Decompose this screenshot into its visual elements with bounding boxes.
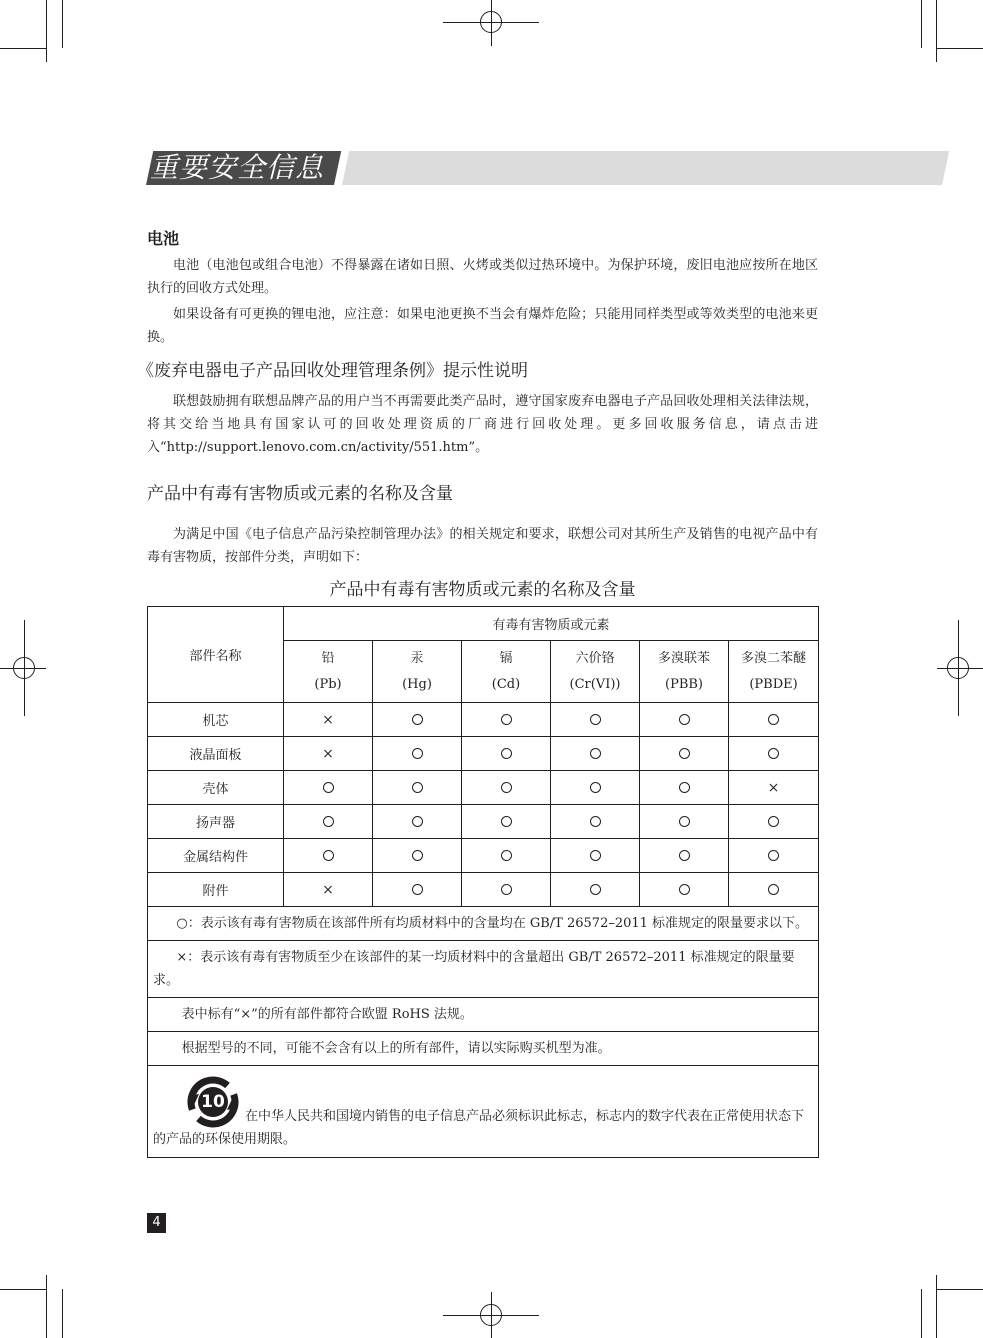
- circle-mark-icon: [412, 714, 423, 725]
- circle-mark-icon: [412, 884, 423, 895]
- circle-mark-icon: [501, 816, 512, 827]
- circle-mark-icon: [412, 782, 423, 793]
- compliant-circle-cell: [729, 737, 819, 771]
- crop-mark: [936, 1289, 983, 1290]
- registration-mark: [480, 11, 502, 33]
- recycle-paragraph: 联想鼓励拥有联想品牌产品的用户当不再需要此类产品时，遵守国家废弃电器电子产品回收处理相关法律法规，将其交给当地具有国家认可的回收处理资质的厂商进行回收处理。更多回收服务信息，请点击进入“http://support.lenovo.com.cn/activity/551.htm”。: [147, 394, 818, 455]
- crop-mark: [46, 1275, 47, 1338]
- circle-mark-icon: [501, 714, 512, 725]
- circle-mark-icon: [323, 816, 334, 827]
- compliant-circle-cell: [640, 703, 729, 737]
- compliant-circle-cell: [551, 771, 640, 805]
- table-row: [148, 771, 819, 805]
- logo-number: 10: [201, 1092, 225, 1112]
- compliant-circle-cell: [551, 703, 640, 737]
- column-symbol: (PBB): [665, 676, 703, 692]
- part-name-cell: 扬声器: [148, 805, 284, 839]
- circle-mark-icon: [768, 850, 779, 861]
- circle-mark-icon: [590, 748, 601, 759]
- compliant-circle-cell: [462, 873, 551, 907]
- battery-paragraph-1: 电池（电池包或组合电池）不得暴露在诸如日照、火烤或类似过热环境中。为保护环境，废旧电池应按所在地区执行的回收方式处理。: [147, 258, 818, 296]
- circle-mark-icon: [590, 816, 601, 827]
- part-name-header: 部件名称: [148, 607, 284, 703]
- environment-period-logo-icon: [185, 1076, 241, 1128]
- compliant-circle-cell: [462, 703, 551, 737]
- registration-mark: [947, 657, 969, 679]
- compliant-circle-cell: [551, 839, 640, 873]
- circle-mark-icon: [590, 884, 601, 895]
- crop-mark: [921, 0, 922, 48]
- circle-mark-icon: [323, 782, 334, 793]
- table-row: [148, 737, 819, 771]
- column-name: 铅: [321, 650, 335, 666]
- table-row: [148, 839, 819, 873]
- circle-mark-icon: [679, 714, 690, 725]
- circle-mark-icon: [679, 816, 690, 827]
- table-body: [148, 703, 819, 907]
- circle-mark-icon: [590, 782, 601, 793]
- compliant-circle-cell: [284, 805, 373, 839]
- column-header-cr6: [551, 641, 640, 703]
- page-number: 4: [147, 1213, 166, 1233]
- compliant-circle-cell: [729, 839, 819, 873]
- crop-mark: [0, 1289, 46, 1290]
- compliant-circle-cell: [284, 839, 373, 873]
- table-title: 产品中有毒有害物质或元素的名称及含量: [329, 580, 636, 600]
- compliant-circle-cell: [373, 839, 462, 873]
- logo-note: 在中华人民共和国境内销售的电子信息产品必须标识此标志，标志内的数字代表在正常使用状态下的产品的环保使用期限。: [153, 1109, 805, 1147]
- exceeds-cross-cell: [729, 771, 819, 805]
- column-name: 多溴二苯醚: [741, 650, 807, 666]
- header-band-light: [342, 151, 949, 185]
- compliant-circle-cell: [462, 771, 551, 805]
- circle-mark-icon: [768, 714, 779, 725]
- compliant-circle-cell: [729, 873, 819, 907]
- hazard-table: [147, 606, 819, 1158]
- circle-mark-icon: [590, 714, 601, 725]
- compliant-circle-cell: [551, 873, 640, 907]
- crop-mark: [62, 0, 63, 48]
- compliant-circle-cell: [462, 805, 551, 839]
- part-name-cell: 附件: [148, 873, 284, 907]
- note-rohs: 表中标有“×”的所有部件都符合欧盟 RoHS 法规。: [148, 998, 819, 1032]
- registration-mark: [13, 657, 35, 679]
- table-row: [148, 703, 819, 737]
- note-model: 根据型号的不同，可能不会含有以上的所有部件，请以实际购买机型为准。: [148, 1032, 819, 1066]
- compliant-circle-cell: [462, 737, 551, 771]
- compliant-circle-cell: [729, 703, 819, 737]
- compliant-circle-cell: [640, 839, 729, 873]
- table-row: [148, 805, 819, 839]
- crop-mark: [936, 48, 983, 49]
- circle-mark-icon: [412, 748, 423, 759]
- note-logo-row: [148, 1066, 819, 1158]
- column-header-pb: [284, 641, 373, 703]
- part-name-cell: 金属结构件: [148, 839, 284, 873]
- compliant-circle-cell: [284, 771, 373, 805]
- part-name-cell: 机芯: [148, 703, 284, 737]
- cross-mark: ×: [322, 881, 334, 898]
- circle-mark-icon: [679, 884, 690, 895]
- compliant-circle-cell: [373, 771, 462, 805]
- column-header-hg: [373, 641, 462, 703]
- hazard-heading: 产品中有毒有害物质或元素的名称及含量: [147, 484, 453, 504]
- compliant-circle-cell: [551, 805, 640, 839]
- column-name: 多溴联苯: [657, 650, 710, 666]
- circle-mark-icon: [768, 816, 779, 827]
- note-circle: ○：表示该有毒有害物质在该部件所有均质材料中的含量均在 GB/T 26572–2011 标准规定的限量要求以下。: [148, 907, 819, 941]
- compliant-circle-cell: [551, 737, 640, 771]
- crop-mark: [936, 1275, 937, 1338]
- crop-mark: [936, 0, 937, 62]
- circle-mark-icon: [501, 782, 512, 793]
- compliant-circle-cell: [373, 737, 462, 771]
- circle-mark-icon: [679, 850, 690, 861]
- hazard-paragraph: 为满足中国《电子信息产品污染控制管理办法》的相关规定和要求，联想公司对其所生产及销售的电视产品中有毒有害物质，按部件分类，声明如下：: [147, 527, 818, 565]
- circle-mark-icon: [679, 782, 690, 793]
- column-symbol: (Hg): [402, 676, 432, 692]
- compliant-circle-cell: [373, 873, 462, 907]
- circle-mark-icon: [501, 850, 512, 861]
- crop-mark: [62, 1289, 63, 1338]
- substance-group-header: 有毒有害物质或元素: [284, 607, 819, 641]
- crop-mark: [46, 0, 47, 62]
- cross-mark: ×: [322, 711, 334, 728]
- crop-mark: [0, 48, 46, 49]
- column-symbol: (PBDE): [749, 676, 798, 692]
- part-name-cell: 液晶面板: [148, 737, 284, 771]
- table-row: [148, 873, 819, 907]
- note-cross: ×：表示该有毒有害物质至少在该部件的某一均质材料中的含量超出 GB/T 26572–2011 标准规定的限量要求。: [148, 941, 819, 998]
- exceeds-cross-cell: [284, 737, 373, 771]
- compliant-circle-cell: [640, 873, 729, 907]
- circle-mark-icon: [501, 748, 512, 759]
- circle-mark-icon: [679, 748, 690, 759]
- compliant-circle-cell: [462, 839, 551, 873]
- cross-mark: ×: [322, 745, 334, 762]
- circle-mark-icon: [768, 884, 779, 895]
- circle-mark-icon: [323, 850, 334, 861]
- compliant-circle-cell: [640, 771, 729, 805]
- cross-mark: ×: [767, 779, 780, 796]
- crop-mark: [921, 1289, 922, 1338]
- registration-mark: [480, 1304, 502, 1326]
- column-header-pbde: [729, 641, 819, 703]
- exceeds-cross-cell: [284, 873, 373, 907]
- compliant-circle-cell: [373, 805, 462, 839]
- compliant-circle-cell: [729, 805, 819, 839]
- part-name-cell: 壳体: [148, 771, 284, 805]
- compliant-circle-cell: [640, 737, 729, 771]
- column-symbol: (Cd): [491, 676, 521, 692]
- circle-mark-icon: [768, 748, 779, 759]
- circle-mark-icon: [590, 850, 601, 861]
- column-symbol: (Cr(VI)): [569, 676, 621, 692]
- column-header-pbb: [640, 641, 729, 703]
- battery-paragraph-2: 如果设备有可更换的锂电池，应注意：如果电池更换不当会有爆炸危险；只能用同样类型或等效类型的电池来更换。: [147, 307, 818, 345]
- column-header-cd: [462, 641, 551, 703]
- column-name: 六价铬: [575, 650, 615, 666]
- compliant-circle-cell: [640, 805, 729, 839]
- circle-mark-icon: [412, 850, 423, 861]
- page-title: 重要安全信息: [150, 151, 325, 184]
- column-name: 镉: [499, 650, 513, 666]
- column-name: 汞: [410, 650, 424, 666]
- battery-heading: 电池: [147, 229, 180, 248]
- column-symbol: (Pb): [314, 676, 342, 692]
- circle-mark-icon: [501, 884, 512, 895]
- recycle-heading: 《废弃电器电子产品回收处理管理条例》提示性说明: [137, 361, 528, 381]
- exceeds-cross-cell: [284, 703, 373, 737]
- compliant-circle-cell: [373, 703, 462, 737]
- circle-mark-icon: [412, 816, 423, 827]
